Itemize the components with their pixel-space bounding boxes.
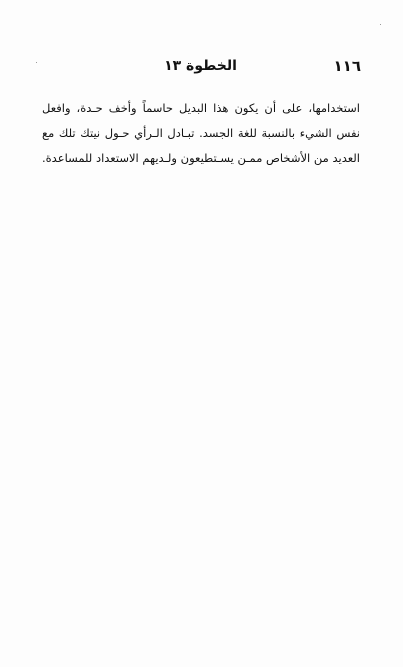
- scan-speck: [380, 24, 381, 25]
- running-head: [40, 56, 361, 78]
- scan-speck: [36, 62, 37, 63]
- page-number: ١١٦: [333, 57, 361, 75]
- body-paragraph: استخدامها، على أن يكون هذا البديل حاسماً وأخف حـدة، وافعل نفس الشيء بالنسبة للغة الجسد. تبـادل الـرأي حـول نيتك تلك مع العديد من الأشخاص ممـن يسـتطيعون ولـديهم الاستعداد للمساعدة.: [42, 101, 360, 165]
- chapter-title: الخطوة ١٣: [164, 58, 237, 74]
